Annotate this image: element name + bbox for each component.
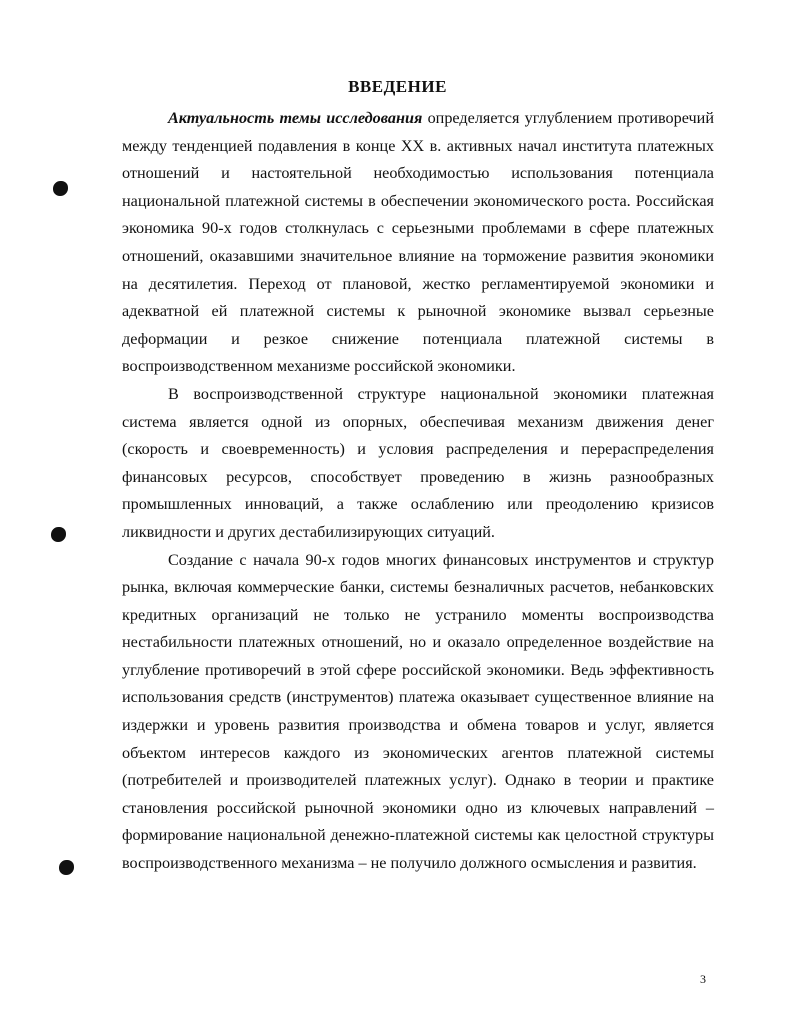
paragraph-text: определяется углублением противоречий между тенденцией подавления в конце XX в. активных начал института платежных отношений и настоятельной необходимостью использования потенциала национальной платежной системы в обеспечении экономического роста. Российская экономика 90-х годов столкнулась с серьезными проблемами в сфере платежных отношений, оказавшими значительное влияние на торможение развития экономики на десятилетия. Переход от плановой, жестко регламентируемой экономики и адекватной ей платежной системы к рыночной экономике вызвал серьезные деформации и резкое снижение потенциала платежной системы в воспроизводственном механизме российской экономики. (122, 109, 714, 376)
punch-hole-mark (59, 860, 74, 875)
body-text (122, 105, 714, 878)
lead-phrase: Актуальность темы исследования (168, 109, 423, 127)
paragraph (122, 105, 714, 381)
punch-hole-mark (51, 527, 66, 542)
section-heading: ВВЕДЕНИЕ (348, 77, 447, 96)
punch-hole-mark (53, 181, 68, 196)
paragraph: Создание с начала 90-х годов многих финансовых инструментов и структур рынка, включая коммерческие банки, системы безналичных расчетов, небанковских кредитных организаций не только не устранило моменты воспроизводства нестабильности платежных отношений, но и оказало определенное воздействие на углубление противоречий в этой сфере российской экономики. Ведь эффективность использования средств (инструментов) платежа оказывает существенное влияние на издержки и уровень развития производства и обмена товаров и услуг, является объектом интересов каждого из экономических агентов платежной системы (потребителей и производителей платежных услуг). Однако в теории и практике становления российской рыночной экономики одно из ключевых направлений – формирование национальной денежно-платежной системы как целостной структуры воспроизводственного механизма – не получило должного осмысления и развития. (122, 550, 714, 873)
page-number: 3 (700, 972, 706, 986)
paragraph: В воспроизводственной структуре национальной экономики платежная система является одной из опорных, обеспечивая механизм движения денег (скорость и своевременность) и условия распределения и перераспределения финансовых ресурсов, способствует проведению в жизнь разнообразных промышленных инноваций, а также ослаблению или преодолению кризисов ликвидности и других дестабилизирующих ситуаций. (122, 384, 714, 541)
